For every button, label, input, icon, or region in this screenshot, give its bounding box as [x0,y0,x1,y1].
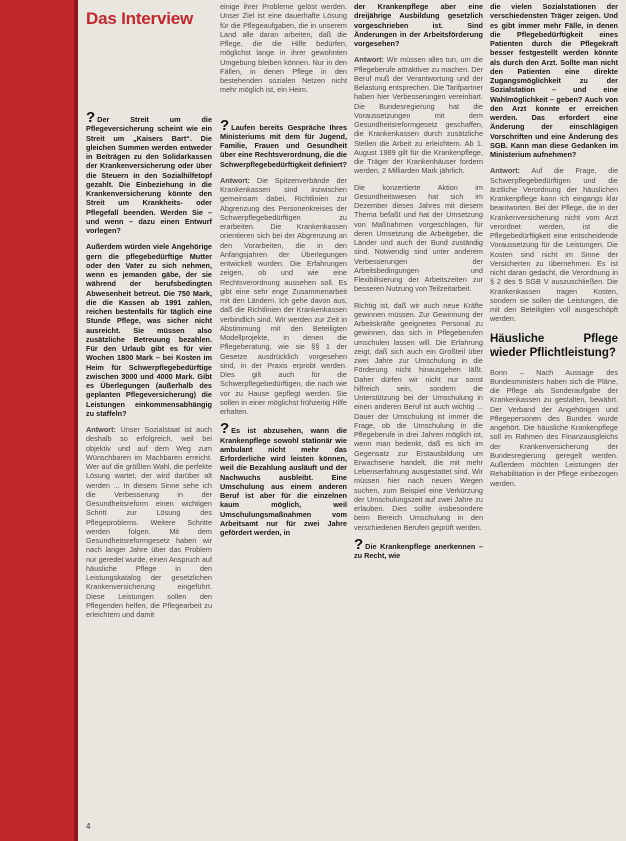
question-mark-icon: ? [220,420,230,438]
question-4: ? Die Krankenpflege anerkennen – zu Recht, wie [354,535,483,560]
question-mark-icon: ? [86,109,96,126]
answer-continued: einige ihrer Probleme gelöst werden. Unser Ziel ist eine dauerhafte Lösung für die Pflegeaufgaben, die in unserem Land alle daran arbeiten, daß die Pflege, die die Hilfe bedürfen, möglichst lange in ihrer gewohnten Umgebung bleiben können. Nur in den Fällen, in denen Pflege in den bestehenden sozialen Netzen nicht mehr möglich ist, ein Heim. [220,2,347,95]
question-3-continued: der Krankenpflege aber eine dreijährige Ausbildung gesetzlich vorgeschrieben ist. Sind Änderungen in der Arbeitsförderung vorgesehen? [354,2,483,48]
answer-1: Antwort: Unser Sozialstaat ist auch deshalb so erfolgreich, weil bei objektiv und auf dem Weg zum Wünschbaren im Machbaren erreicht. Wer auf die größten Wahl, die perfekte Lösung wartet, der wird darüber alt werden ... In diesem Sinne sehe ich die Verbesserung in der Gesundheitsreform einen wichtigen Schritt zur Lösung des Pflegeproblems. Weitere Schritte werden folgen. Mit dem Gesundheitsreformgesetz haben wir nach langer Jahre über das Problem nur geredet wurde, einen Anspruch auf häusliche Pflege in den Leistungskatalog der gesetzlichen Krankenversicherung eingeführt. Diese Leistungen sollen den Pflegenden helfen, die Pflegearbeit zu erleichtern und damit [86,425,212,619]
question-4-continued: die vielen Sozialstationen der verschiedensten Träger zeigen. Und es gibt immer mehr Fälle, in denen die Pflegebedürftigkeit eines Patienten durch die Pflegekraft besser festgestellt werden könnte als durch den Arzt. Sollte man nicht den Patienten eine direkte Zugangsmöglichkeit zu der Sozialstation – und eine Wahlmöglichkeit – geben? Auch von den Arzt konnte er erreichen werden. Das erfordert eine Änderung der einschlägigen Vorschriften und eine Änderung des SGB. Kann man diese Gedanken im Ministerium aufnehmen? [490,2,618,159]
question-mark-icon: ? [220,116,230,134]
band-stripe [74,0,78,841]
sidebar-article: Bonn – Nach Aussage des Bundesministers haben sich die Pläne, die Pflege als Sonderaufgabe der Krankenkassen zu gestalten, bewährt. Der Verband der Angehörigen und Pflegepersonen des Bundes wurde angehört. Die häusliche Krankenpflege soll im Rahmen des Finanzausgleichs der Krankenversicherung der Bundesregierung geregelt werden. Außerdem möchten Leistungen der Rehabilitation in der Pflege einbezogen werden. [490,367,618,488]
column-1 [86,0,212,626]
answer-3-paragraph-3: Richtig ist, daß wir auch neue Kräfte gewinnen müssen. Zur Gewinnung der Arbeitskräfte geeignetes Personal zu gewinnen, das sich in Pflegeberufen umschulen lassen will. Die Erfahrung zeigt, daß sich auch ein Großteil über zwei Jahre zur Umschulung in die Förderung nicht hinausgehen läßt. Daher dürfen wir nicht nur sonst hilfreich sein, sondern die Unterstützung bei der Umschulung in einen anderen Beruf ist auch wichtig ... Dauer der Umschulung ist immer die Frage, ob die Umschulung in die Pflegeberufe in drei Jahren möglich ist, wenn man bedenkt, daß es sich im Gegensatz zur Erstausbildung um Erwachsene handelt, die mit mehr Lebenserfahrung ausgestattet sind. Wir müssen hier nach neuen Wegen suchen, zum Beispiel eine Verkürzung der Umschulungszeit auf zwei Jahre zu erlauben. Dies sollte insbesondere beim Bereich Umschulung in den verschiedenen Berufen geprüft werden. [354,300,483,532]
answer-4: Antwort: Auf die Frage, die Schwerpflegebedürftigen und die ärztliche Verordnung der häuslichen Krankenpflege kann ich eingangs klar beantworten. Bei der Pflege, die in der Krankenversicherung nicht vom Arzt verordnet werden, ist die Pflegebedürftigkeit eine entscheidende Voraussetzung für die Leistungen. Die Kosten sind nicht im Sinne der Versicherten zu übernehmen. Es ist nicht daran gedacht, die Verordnung in § 2 des 5 SGB V auszuschließen. Die Krankenkassen tragen Kosten, sondern sie sollen die Leistungen, die mit den Beteiligten voll ausgeschöpft werden. [490,166,618,324]
page-number: 4 [86,822,91,831]
column-3 [354,0,483,567]
column-4 [490,0,618,495]
question-1b: Außerdem würden viele Angehörige gern die pflegebedürftige Mutter oder den Vater zu sich nehmen, wenn es jemanden gäbe, der sie während der berufsbedingten Abwesenheit betreut. Die 750 Mark, die die Kassen ab 1991 zahlen, reichen bestenfalls für täglich eine Stunde Pflege, was sicher nicht ausreicht. Sie müssen also zusätzliche Betreuung bezahlen. Für den Urlaub gibt es für vier Wochen 1800 Mark – bei Kosten im Heim für Schwerpflegebedürftige zwischen 3000 und 4000 Mark. Gibt es Überlegungen (außerhalb des geplanten Pflegeversicherung) die Leistungen einkommensabhängig zu staffeln? [86,242,212,418]
answer-3-paragraph-2: Die konzertierte Aktion im Gesundheitswesen hat sich im Dezember dieses Jahres mit diesem Thema befaßt und hat der Umsetzung von Maßnahmen vorgeschlagen, für deren Umsetzung die Arbeitgeber, die Länder und auch der Bund zuständig sind. Notwendig sind unter anderem Verbesserungen der Arbeitsbedingungen und Flexibilisierung der Arbeitszeiten zur besseren Nutzung von Teilzeitarbeit. [354,182,483,294]
question-2: ? Laufen bereits Gespräche Ihres Ministeriums mit dem für Jugend, Familie, Frauen und Gesundheit über eine Rechtsverordnung, die die Schwerpflegebedürftigkeit definiert? [220,116,347,169]
column-2 [220,0,347,544]
question-3: ? Es ist abzusehen, wann die Krankenpflege sowohl stationär wie ambulant nicht mehr das Erforderliche wird leisten können, weil die Bezahlung ausläuft und der Nachwuchs ausbleibt. Eine Umschulung aus einem anderen Beruf ist aber für die einzelnen kaum möglich, weil Umschulungsmaßnahmen vom Arbeitsamt nur für zwei Jahre gefördert werden, in [220,420,347,537]
page-title: Das Interview [86,9,194,28]
question-mark-icon: ? [354,535,364,553]
answer-3: Antwort: Wir müssen alles tun, um die Pflegeberufe attraktiver zu machen. Der Beruf muß der Verantwortung und der Belastung entsprechen. Die Tarifpartner haben hier Verbesserungen vereinbart. Die Bundesregierung hat die Voraussetzungen mit dem Gesundheitsreformgesetz geschaffen, die Krankenkassen durch zusätzliche Stellen die Arbeit zu erleichtern. Ab 1. August 1989 gilt für die Krankenpflege, die Träger der Krankenhäuser fordern werden, 2 Milliarden Mark jährlich. [354,55,483,176]
red-margin-band [0,0,78,841]
answer-2: Antwort: Die Spitzenverbände der Krankenkassen sind inzwischen gemeinsam dabei, Richtlinien zur Abgrenzung des Personenkreises der Schwerpflegebedürftigen zu erarbeiten. Die Krankenkassen orientieren sich bei der Abgrenzung an den Vorarbeiten, die in den Anfangsjahren der Überlegungen entwickelt wurden. Die Erfahrungen zeigen, ob und wie eine Rechtsverordnung aussehen soll. Es gibt eine sehr enge Zusammenarbeit mit den Ländern. Ich gehe davon aus, daß die Richtlinien der Krankenkassen verbindlich sind. Wir werden zur Zeit in Abstimmung mit den Beteiligten Modellprojekte, in denen die Pflegeberatung, wie sie §§ 1 der Gesetze ausdrücklich vorgesehen sind, in der Praxis erprobt werden. Dies gilt auch für die Schwerpflegebedürftigen, die nach wie vor zu Hause gepflegt werden. Sie sollen in einer möglichst frühzeitig Hilfe erhalten. [220,175,347,416]
question-1: ? Der Streit um die Pflegeversicherung scheint wie ein Streit um „Kaisers Bart“. Die gleichen Summen werden entweder in Beiträgen zu den Solidarkassen der Krankenversicherung oder über die Steuern in den Sozialhilfetopf gezahlt. Die Einbeziehung in die Krankenversicherung könnte den Streit um Krankheits- oder Pflegefall beenden. Werden Sie – und wenn – dazu einen Entwurf vorlegen? [86,109,212,235]
sidebar-headline: Häusliche Pflege wieder Pflichtleistung? [490,332,618,359]
